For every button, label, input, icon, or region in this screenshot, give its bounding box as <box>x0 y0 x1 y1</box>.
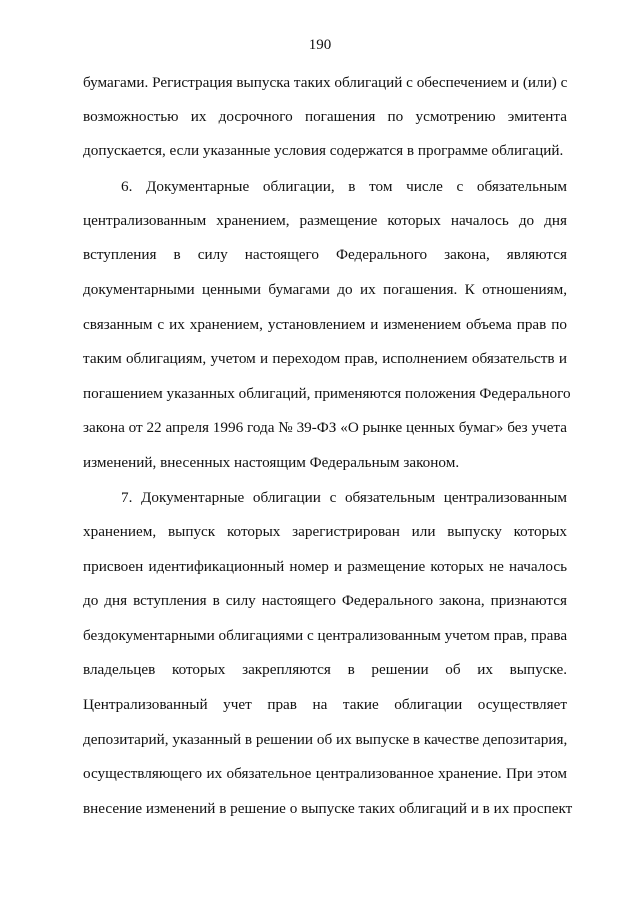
text-line: 6. Документарные облигации, в том числе с обязательным <box>121 178 567 195</box>
text-line: присвоен идентификационный номер и размещение которых не началось <box>83 558 567 575</box>
text-line: депозитарий, указанный в решении об их выпуске в качестве депозитария, <box>83 731 568 748</box>
text-line: изменений, внесенных настоящим Федеральным законом. <box>83 454 460 471</box>
text-line: таким облигациям, учетом и переходом прав, исполнением обязательств и <box>83 350 567 367</box>
text-line: 7. Документарные облигации с обязательным централизованным <box>121 489 567 506</box>
page-number: 190 <box>308 37 332 53</box>
text-line: связанным с их хранением, установлением и изменением объема прав по <box>83 316 567 333</box>
text-line: владельцев которых закрепляются в решении об их выпуске. <box>83 661 567 678</box>
text-line: до дня вступления в силу настоящего Федерального закона, признаются <box>83 592 567 609</box>
text-line: централизованным хранением, размещение которых началось до дня <box>83 212 567 229</box>
text-line: допускается, если указанные условия содержатся в программе облигаций. <box>83 142 564 159</box>
text-line: внесение изменений в решение о выпуске таких облигаций и в их проспект <box>83 800 573 817</box>
text-line: Централизованный учет прав на такие облигации осуществляет <box>83 696 567 713</box>
text-line: возможностью их досрочного погашения по усмотрению эмитента <box>83 108 567 125</box>
text-line: закона от 22 апреля 1996 года № 39-ФЗ «О рынке ценных бумаг» без учета <box>83 419 567 436</box>
text-line: вступления в силу настоящего Федерального закона, являются <box>83 246 567 263</box>
text-line: погашением указанных облигаций, применяются положения Федерального <box>83 385 571 402</box>
text-line: осуществляющего их обязательное централизованное хранение. При этом <box>83 765 567 782</box>
text-line: документарными ценными бумагами до их погашения. К отношениям, <box>83 281 567 298</box>
text-line: хранением, выпуск которых зарегистрирован или выпуску которых <box>83 523 567 540</box>
text-line: бездокументарными облигациями с централизованным учетом прав, права <box>83 627 568 644</box>
text-line: бумагами. Регистрация выпуска таких облигаций с обеспечением и (или) с <box>83 74 568 91</box>
